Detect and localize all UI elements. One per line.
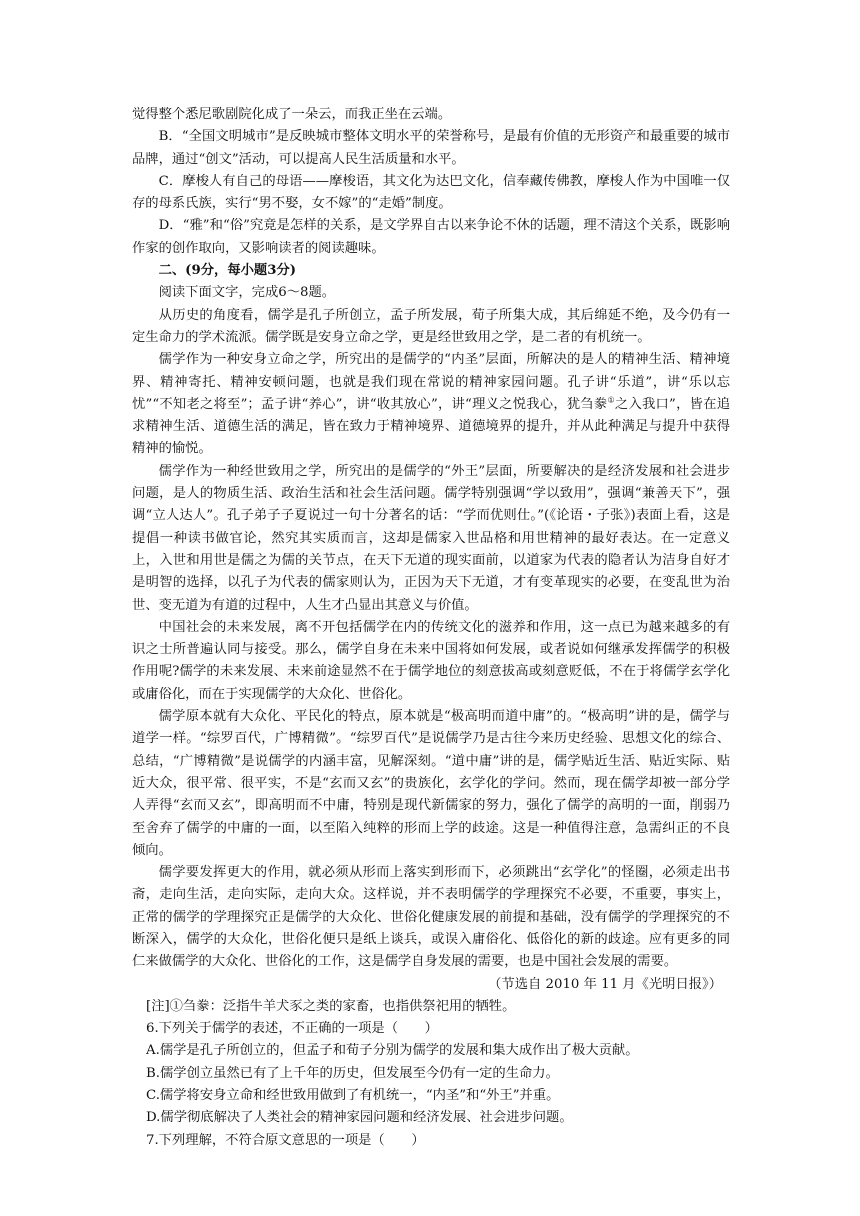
question-6-stem: 6.下列关于儒学的表述，不正确的一项是（ ） xyxy=(146,1021,438,1037)
passage-source: （节选自 2010 年 11 月《光明日报》） xyxy=(488,976,722,992)
question-6-option-a: A.儒学是孔子所创立的，但孟子和荀子分别为儒学的发展和集大成作出了极大贡献。 xyxy=(146,1043,639,1059)
passage-paragraph-4: 中国社会的未来发展，离不开包括儒学在内的传统文化的滋养和作用，这一点已为越来越多的有识之士所普遍认同与接受。那么，儒学自身在未来中国将如何发展，或者说如何继承发挥儒学的积极作用呢?儒学的未来发展、未来前途显然不在于儒学地位的刻意拔高或刻意贬低，不在于将儒学玄学化或庸俗化，而在于实现儒学的大众化、世俗化。 xyxy=(132,619,730,702)
passage-paragraph-2 xyxy=(132,349,730,460)
passage-paragraph-6: 儒学要发挥更大的作用，就必须从形而上落实到形而下，必须跳出“玄学化”的怪圈，必须走出书斋，走向生活，走向实际，走向大众。这样说，并不表明儒学的学理探究不必要，不重要，事实上，正常的儒学的学理探究正是儒学的大众化、世俗化健康发展的前提和基础，没有儒学的学理探究的不断深入，儒学的大众化，世俗化便只是纸上谈兵，或误入庸俗化、低俗化的新的歧途。应有更多的同仁来做儒学的大众化、世俗化的工作，这是儒学自身发展的需要，也是中国社会发展的需要。 xyxy=(132,865,730,970)
passage-paragraph-5: 儒学原本就有大众化、平民化的特点，原本就是“极高明而道中庸”的。“极高明”讲的是，儒学与道学一样。“综罗百代，广博精微”。“综罗百代”是说儒学乃是古往今来历史经验、思想文化的综合、总结，“广博精微”是说儒学的内涵丰富，见解深刻。“道中庸”讲的是，儒学贴近生活、贴近实际、贴近大众，很平常、很平实，不是“玄而又玄”的贵族化，玄学化的学问。然而，现在儒学却被一部分学人弄得“玄而又玄”，即高明而不中庸，特别是现代新儒家的努力，强化了儒学的高明的一面，削弱乃至舍弃了儒学的中庸的一面，以至陷入纯粹的形而上学的歧途。这是一种值得注意，急需纠正的不良倾向。 xyxy=(132,709,730,858)
prev-option-continuation: 觉得整个悉尼歌剧院化成了一朵云，而我正坐在云端。 xyxy=(132,107,452,122)
document-page xyxy=(132,104,730,1152)
question-6-option-b: B.儒学创立虽然已有了上千年的历史，但发展至今仍有一定的生命力。 xyxy=(146,1065,559,1081)
passage-paragraph-3: 儒学作为一种经世致用之学，所究出的是儒学的“外王”层面，所要解决的是经济发展和社会进步问题，是人的物质生活、政治生活和社会生活问题。儒学特别强调“学以致用”，强调“兼善天下”，强调“立人达人”。孔子弟子子夏说过一句十分著名的话：“学而优则仕。”(《论语・子张》)表面上看，这是提倡一种读书做官论，然究其实质而言，这却是儒家入世品格和用世精神的最好表达。在一定意义上，入世和用世是儒之为儒的关节点，在天下无道的现实面前，以道家为代表的隐者认为洁身自好才是明智的选择，以孔子为代表的儒家则认为，正因为天下无道，才有变革现实的必要，在变乱世为治世、变无道为有道的过程中，人生才凸显出其意义与价值。 xyxy=(132,463,730,613)
prev-option-d: D．“雅”和“俗”究竟是怎样的关系，是文学界自古以来争论不休的话题，理不清这个关系，既影响作家的创作取向，又影响读者的阅读趣味。 xyxy=(132,218,730,256)
question-7-stem: 7.下列理解，不符合原文意思的一项是（ ） xyxy=(146,1132,425,1148)
prev-option-c: C．摩梭人有自己的母语——摩梭语，其文化为达巴文化，信奉藏传佛教，摩梭人作为中国唯一仅存的母系氏族，实行“男不娶，女不嫁”的“走婚”制度。 xyxy=(132,173,730,212)
reading-instruction: 阅读下面文字，完成6～8题。 xyxy=(158,285,336,301)
prev-option-b: B．“全国文明城市”是反映城市整体文明水平的荣誉称号，是最有价值的无形资产和最重要的城市品牌，通过“创文”活动，可以提高人民生活质量和水平。 xyxy=(132,129,730,167)
footnote: [注]①刍豢：泛指牛羊犬豕之类的家畜，也指供祭祀用的牺牲。 xyxy=(146,998,516,1014)
footnote-marker: ① xyxy=(607,395,615,405)
passage-paragraph-2-part-2: 之入我口”，皆在追求精神生活、道德生活的满足，皆在致力于精神境界、道德境界的提升，并从此种满足与提升中获得精神的愉悦。 xyxy=(132,396,731,457)
question-6-option-d: D.儒学彻底解决了人类社会的精神家园问题和经济发展、社会进步问题。 xyxy=(146,1110,573,1126)
passage-paragraph-2-part-1: 儒学作为一种安身立命之学，所究出的是儒学的“内圣”层面，所解决的是人的精神生活、精神境界、精神寄托、精神安顿问题，也就是我们现在常说的精神家园问题。孔子讲“乐道”，讲“乐以忘忧”“不知老之将至”；孟子讲“养心”，讲“收其放心”，讲“理义之悦我心，犹刍豢 xyxy=(132,352,730,412)
question-6-option-c: C.儒学将安身立命和经世致用做到了有机统一，“内圣”和“外王”并重。 xyxy=(146,1088,560,1104)
section-heading: 二、(9分，每小题3分) xyxy=(158,263,297,279)
passage-paragraph-1: 从历史的角度看，儒学是孔子所创立，孟子所发展，荀子所集大成，其后绵延不绝，及今仍有一定生命力的学术流派。儒学既是安身立命之学，更是经世致用之学，是二者的有机统一。 xyxy=(132,307,730,345)
